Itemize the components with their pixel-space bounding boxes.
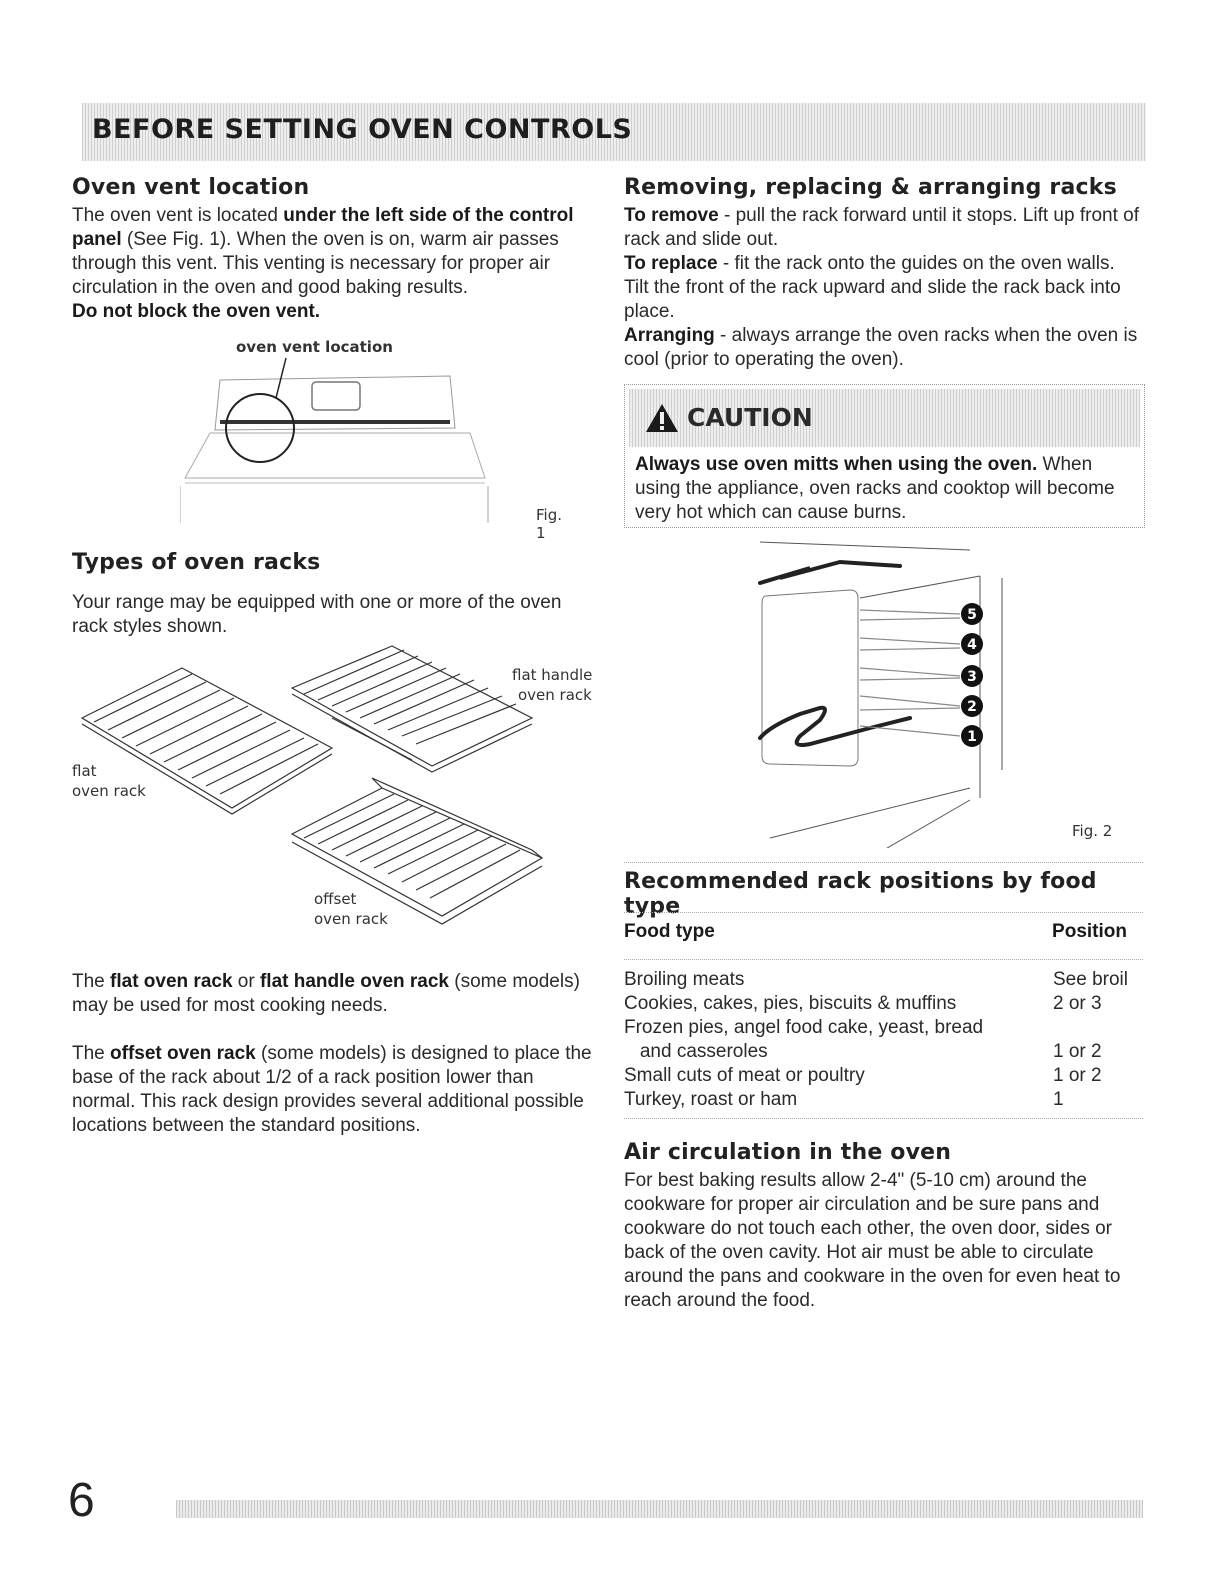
vent-warning: Do not block the oven vent. [72,301,321,322]
p2-e: (some models) may be used for most cooking needs. [72,971,580,1016]
rack-position-5: 5 [967,607,977,623]
offset-rack-label-1: offset [314,890,357,908]
section-banner [82,103,1146,161]
p2-a: The [72,971,111,992]
rack-position-4: 4 [967,637,977,653]
recommended-section [624,862,1143,919]
position-cell: 1 or 2 [1053,1041,1102,1062]
rack-position-table [624,912,1143,1119]
vent-text-a: The oven vent is located [72,205,284,226]
fig2-label: Fig. 2 [1072,822,1113,840]
table-row [624,1064,1143,1088]
food-cell: and casseroles [624,1041,768,1062]
rack-position-2: 2 [967,699,977,715]
vent-heading: Oven vent location [72,175,310,200]
fig1-caption: oven vent location [236,338,393,356]
table-row [624,1016,1143,1040]
p3-a: The [72,1043,111,1064]
removing-heading: Removing, replacing & arranging racks [624,175,1117,200]
caution-title: CAUTION [687,403,813,432]
p2-c: or [232,971,260,992]
rack-illustrations [72,638,602,938]
rack-types-section [72,550,592,639]
caution-header [629,389,1140,447]
position-cell: 1 or 2 [1053,1065,1102,1086]
position-cell: 2 or 3 [1053,993,1102,1014]
recommended-heading: Recommended rack positions by food type [624,869,1097,919]
replace-label: To replace [624,253,718,274]
air-heading: Air circulation in the oven [624,1140,952,1165]
p2-d: flat handle oven rack [259,971,449,992]
fig1-vent-illustration [180,338,562,542]
flat-rack-label-1: flat [72,762,97,780]
flat-handle-label-1: flat handle [512,666,593,684]
vent-text-bold: under the left side of the control panel [72,205,574,250]
offset-rack-paragraph [72,1042,592,1138]
replace-text: - fit the rack onto the guides on the oven walls. Tilt the front of the rack upward and slide the rack back into place. [624,253,1121,322]
table-body [624,960,1143,1119]
air-circulation-section [624,1140,1144,1313]
page-number: 6 [68,1474,95,1527]
col-food-type: Food type [624,921,715,942]
fig2-oven-rack-positions [740,538,1140,848]
food-cell: Frozen pies, angel food cake, yeast, bread [624,1017,984,1038]
food-cell: Turkey, roast or ham [624,1089,798,1110]
oven-control-panel-drawing [180,338,500,528]
caution-body: When using the appliance, oven racks and cooktop will become very hot which can cause burns. [635,454,1115,523]
remove-label: To remove [624,205,719,226]
p3-b: offset oven rack [110,1043,256,1064]
remove-text: - pull the rack forward until it stops. Lift up front of rack and slide out. [624,205,1139,250]
air-paragraph: For best baking results allow 2-4" (5-10 cm) around the cookware for proper air circulation and be sure pans and cookware do not touch each other, the oven door, sides or back of the oven cavity. Hot air must be able to circulate around the pans and cookware in the oven for even heat to reach around the food. [624,1170,1121,1311]
arrange-text: - always arrange the oven racks when the oven is cool (prior to operating the oven). [624,325,1138,370]
warning-triangle-icon [645,403,679,433]
position-cell [1053,1016,1143,1040]
p2-b: flat oven rack [110,971,233,992]
arrange-paragraph [624,324,1144,372]
offset-rack-label-2: oven rack [314,910,388,928]
caution-box [624,384,1145,528]
flat-rack-label-2: oven rack [72,782,146,800]
food-cell: Cookies, cakes, pies, biscuits & muffins [624,993,957,1014]
caution-text [635,453,1135,525]
col-position: Position [1052,921,1127,942]
arrange-label: Arranging [624,325,715,346]
remove-paragraph [624,204,1144,252]
food-cell: Broiling meats [624,969,745,990]
flat-handle-label-2: oven rack [518,686,592,704]
vent-section [72,175,592,324]
page-title: BEFORE SETTING OVEN CONTROLS [92,114,633,145]
rack-types-intro: Your range may be equipped with one or more of the oven rack styles shown. [72,592,562,637]
table-row [624,968,1143,992]
caution-bold: Always use oven mitts when using the oven. [635,454,1038,475]
table-row [624,992,1143,1016]
table-row [624,1040,1143,1064]
oven-interior-drawing [740,538,1140,848]
p3-c: (some models) is designed to place the base of the rack about 1/2 of a rack position lower than normal. This rack design provides several additional possible locations between the standard positions. [72,1043,592,1136]
footer-bar [176,1500,1143,1518]
position-cell: See broil [1053,969,1128,990]
vent-text-c: (See Fig. 1). When the oven is on, warm air passes through this vent. This venting is necessary for proper air circulation in the oven and good baking results. [72,229,559,298]
flat-rack-paragraph [72,970,592,1018]
fig1-label: Fig. 1 [536,506,562,542]
table-row [624,1088,1143,1112]
position-cell: 1 [1053,1089,1064,1110]
replace-paragraph [624,252,1144,324]
rack-types-heading: Types of oven racks [72,550,321,575]
table-header [624,912,1143,960]
food-cell: Small cuts of meat or poultry [624,1065,865,1086]
vent-paragraph [72,204,592,324]
rack-description [72,970,592,1138]
rack-position-1: 1 [967,729,977,745]
rack-position-3: 3 [967,669,977,685]
removing-section [624,175,1144,372]
